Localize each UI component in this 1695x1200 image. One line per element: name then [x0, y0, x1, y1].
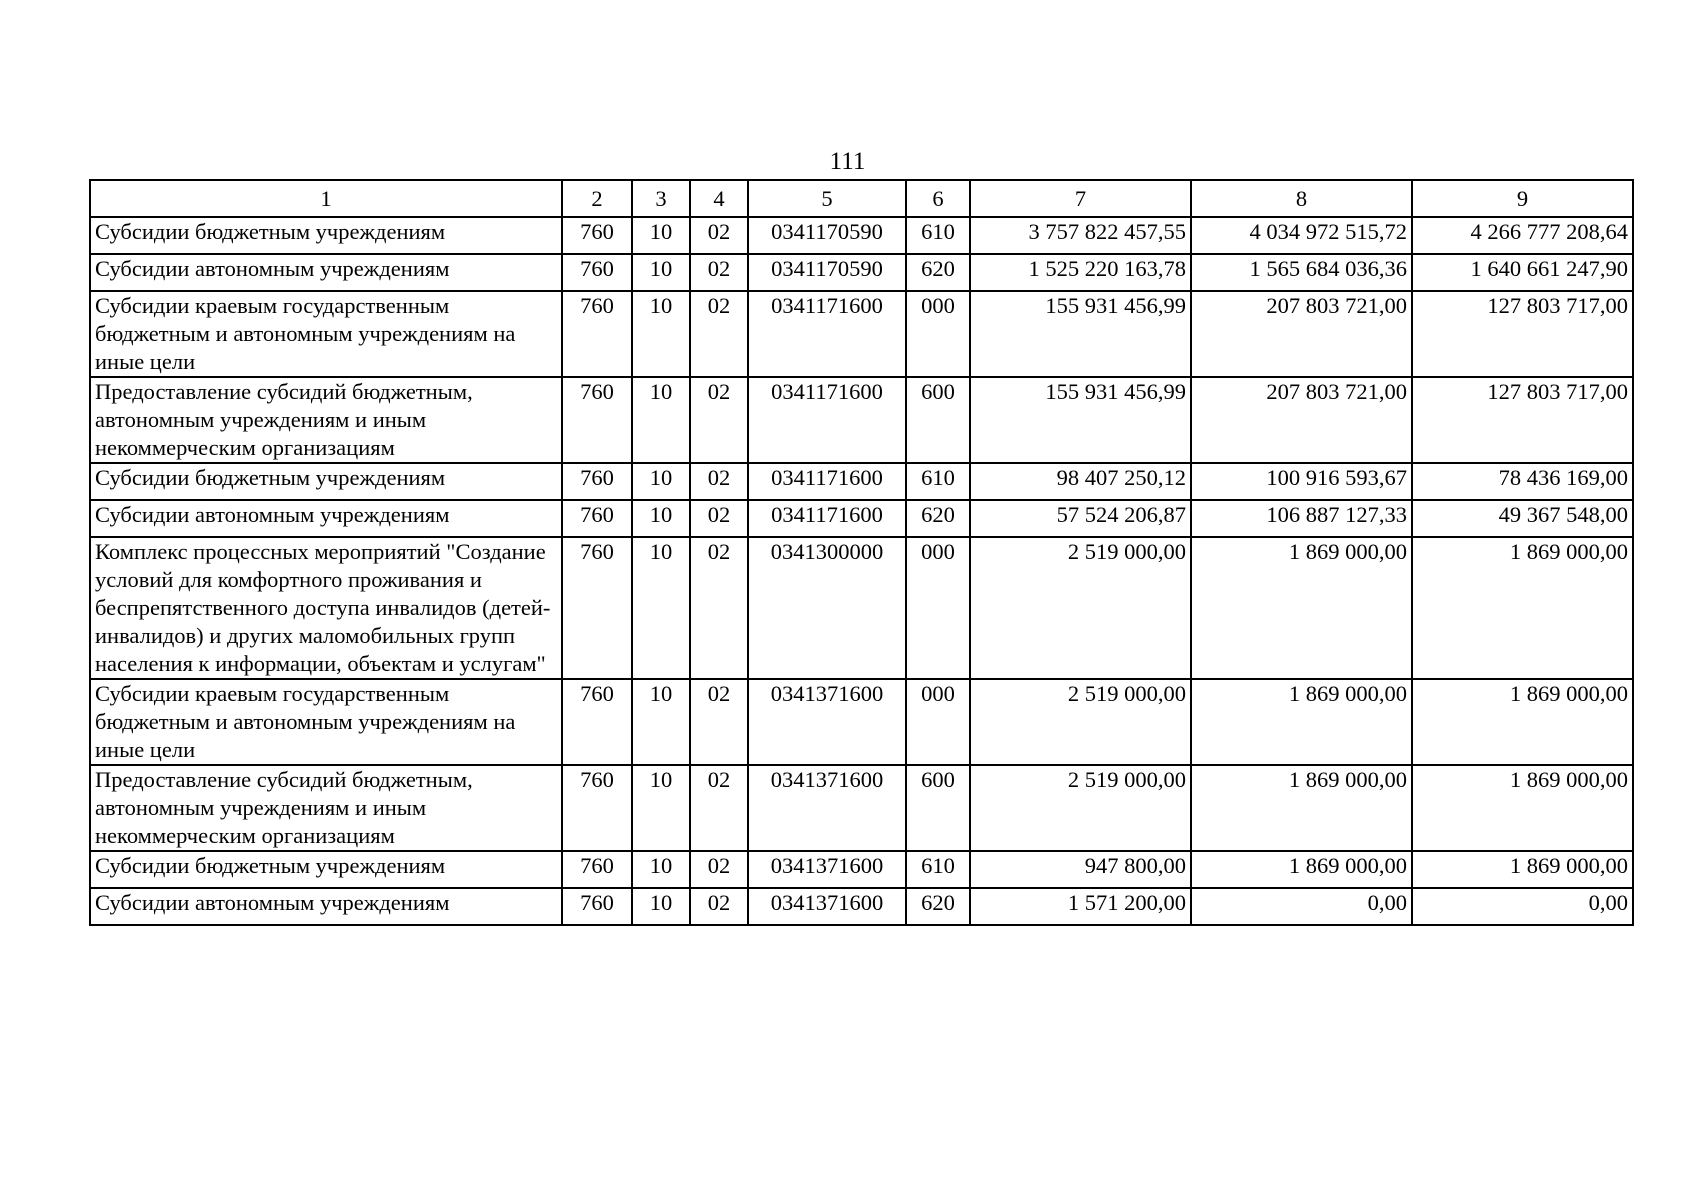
amount-col8: 207 803 721,00 [1191, 377, 1412, 463]
table-row [90, 217, 1633, 254]
ministry-code: 760 [562, 254, 632, 291]
section-code: 10 [632, 217, 690, 254]
subsection-code: 02 [690, 291, 748, 377]
expense-type-code: 000 [906, 537, 970, 679]
expense-type-code: 610 [906, 463, 970, 500]
subsection-code: 02 [690, 537, 748, 679]
column-header: 3 [632, 180, 690, 217]
amount-col9: 1 640 661 247,90 [1412, 254, 1633, 291]
row-name: Субсидии автономным учреждениям [90, 888, 562, 925]
column-header: 8 [1191, 180, 1412, 217]
amount-col7: 1 525 220 163,78 [970, 254, 1191, 291]
target-article-code: 0341171600 [748, 463, 906, 500]
table-row [90, 463, 1633, 500]
row-name: Субсидии бюджетным учреждениям [90, 463, 562, 500]
section-code: 10 [632, 765, 690, 851]
ministry-code: 760 [562, 217, 632, 254]
amount-col7: 2 519 000,00 [970, 679, 1191, 765]
section-code: 10 [632, 851, 690, 888]
table-row [90, 851, 1633, 888]
expense-type-code: 620 [906, 500, 970, 537]
subsection-code: 02 [690, 463, 748, 500]
expense-type-code: 600 [906, 377, 970, 463]
target-article-code: 0341371600 [748, 888, 906, 925]
section-code: 10 [632, 679, 690, 765]
column-header: 6 [906, 180, 970, 217]
ministry-code: 760 [562, 463, 632, 500]
table-row [90, 679, 1633, 765]
amount-col8: 106 887 127,33 [1191, 500, 1412, 537]
amount-col7: 3 757 822 457,55 [970, 217, 1191, 254]
target-article-code: 0341170590 [748, 217, 906, 254]
column-header: 2 [562, 180, 632, 217]
table-row [90, 254, 1633, 291]
budget-table [89, 179, 1634, 926]
table-row [90, 500, 1633, 537]
target-article-code: 0341171600 [748, 291, 906, 377]
amount-col7: 2 519 000,00 [970, 765, 1191, 851]
column-header: 4 [690, 180, 748, 217]
ministry-code: 760 [562, 765, 632, 851]
amount-col7: 155 931 456,99 [970, 291, 1191, 377]
amount-col8: 1 869 000,00 [1191, 679, 1412, 765]
subsection-code: 02 [690, 500, 748, 537]
table-row [90, 888, 1633, 925]
amount-col7: 1 571 200,00 [970, 888, 1191, 925]
subsection-code: 02 [690, 851, 748, 888]
target-article-code: 0341171600 [748, 377, 906, 463]
table-row [90, 537, 1633, 679]
amount-col9: 1 869 000,00 [1412, 851, 1633, 888]
subsection-code: 02 [690, 217, 748, 254]
section-code: 10 [632, 377, 690, 463]
amount-col9: 127 803 717,00 [1412, 377, 1633, 463]
table-row [90, 291, 1633, 377]
expense-type-code: 000 [906, 291, 970, 377]
amount-col8: 207 803 721,00 [1191, 291, 1412, 377]
row-name: Субсидии бюджетным учреждениям [90, 851, 562, 888]
subsection-code: 02 [690, 888, 748, 925]
expense-type-code: 620 [906, 888, 970, 925]
ministry-code: 760 [562, 679, 632, 765]
amount-col9: 1 869 000,00 [1412, 537, 1633, 679]
column-header: 9 [1412, 180, 1633, 217]
amount-col8: 0,00 [1191, 888, 1412, 925]
ministry-code: 760 [562, 537, 632, 679]
section-code: 10 [632, 254, 690, 291]
subsection-code: 02 [690, 377, 748, 463]
amount-col9: 127 803 717,00 [1412, 291, 1633, 377]
amount-col8: 1 869 000,00 [1191, 537, 1412, 679]
row-name: Субсидии краевым государственным бюджетным и автономным учреждениям на иные цели [90, 679, 562, 765]
column-header: 5 [748, 180, 906, 217]
target-article-code: 0341170590 [748, 254, 906, 291]
amount-col7: 57 524 206,87 [970, 500, 1191, 537]
row-name: Субсидии бюджетным учреждениям [90, 217, 562, 254]
section-code: 10 [632, 888, 690, 925]
row-name: Субсидии автономным учреждениям [90, 500, 562, 537]
target-article-code: 0341371600 [748, 851, 906, 888]
row-name: Предоставление субсидий бюджетным, автономным учреждениям и иным некоммерческим организациям [90, 765, 562, 851]
expense-type-code: 610 [906, 217, 970, 254]
section-code: 10 [632, 500, 690, 537]
expense-type-code: 000 [906, 679, 970, 765]
column-header: 1 [90, 180, 562, 217]
section-code: 10 [632, 463, 690, 500]
ministry-code: 760 [562, 888, 632, 925]
amount-col7: 98 407 250,12 [970, 463, 1191, 500]
subsection-code: 02 [690, 679, 748, 765]
header-row [90, 180, 1633, 217]
ministry-code: 760 [562, 851, 632, 888]
expense-type-code: 610 [906, 851, 970, 888]
row-name: Субсидии автономным учреждениям [90, 254, 562, 291]
section-code: 10 [632, 537, 690, 679]
page-number: 111 [829, 148, 866, 175]
subsection-code: 02 [690, 765, 748, 851]
amount-col7: 2 519 000,00 [970, 537, 1191, 679]
row-name: Субсидии краевым государственным бюджетным и автономным учреждениям на иные цели [90, 291, 562, 377]
amount-col9: 4 266 777 208,64 [1412, 217, 1633, 254]
amount-col9: 78 436 169,00 [1412, 463, 1633, 500]
target-article-code: 0341371600 [748, 679, 906, 765]
ministry-code: 760 [562, 377, 632, 463]
ministry-code: 760 [562, 291, 632, 377]
amount-col9: 1 869 000,00 [1412, 765, 1633, 851]
amount-col8: 100 916 593,67 [1191, 463, 1412, 500]
amount-col7: 155 931 456,99 [970, 377, 1191, 463]
subsection-code: 02 [690, 254, 748, 291]
column-header: 7 [970, 180, 1191, 217]
expense-type-code: 620 [906, 254, 970, 291]
target-article-code: 0341371600 [748, 765, 906, 851]
amount-col8: 4 034 972 515,72 [1191, 217, 1412, 254]
amount-col8: 1 869 000,00 [1191, 765, 1412, 851]
target-article-code: 0341171600 [748, 500, 906, 537]
amount-col8: 1 565 684 036,36 [1191, 254, 1412, 291]
table-row [90, 377, 1633, 463]
section-code: 10 [632, 291, 690, 377]
row-name: Предоставление субсидий бюджетным, автономным учреждениям и иным некоммерческим организациям [90, 377, 562, 463]
amount-col8: 1 869 000,00 [1191, 851, 1412, 888]
amount-col9: 0,00 [1412, 888, 1633, 925]
row-name: Комплекс процессных мероприятий "Создание условий для комфортного проживания и беспрепятственного доступа инвалидов (детей-инвалидов) и других маломобильных групп населения к информации, объектам и услугам" [90, 537, 562, 679]
amount-col9: 1 869 000,00 [1412, 679, 1633, 765]
amount-col9: 49 367 548,00 [1412, 500, 1633, 537]
ministry-code: 760 [562, 500, 632, 537]
table-row [90, 765, 1633, 851]
target-article-code: 0341300000 [748, 537, 906, 679]
amount-col7: 947 800,00 [970, 851, 1191, 888]
expense-type-code: 600 [906, 765, 970, 851]
